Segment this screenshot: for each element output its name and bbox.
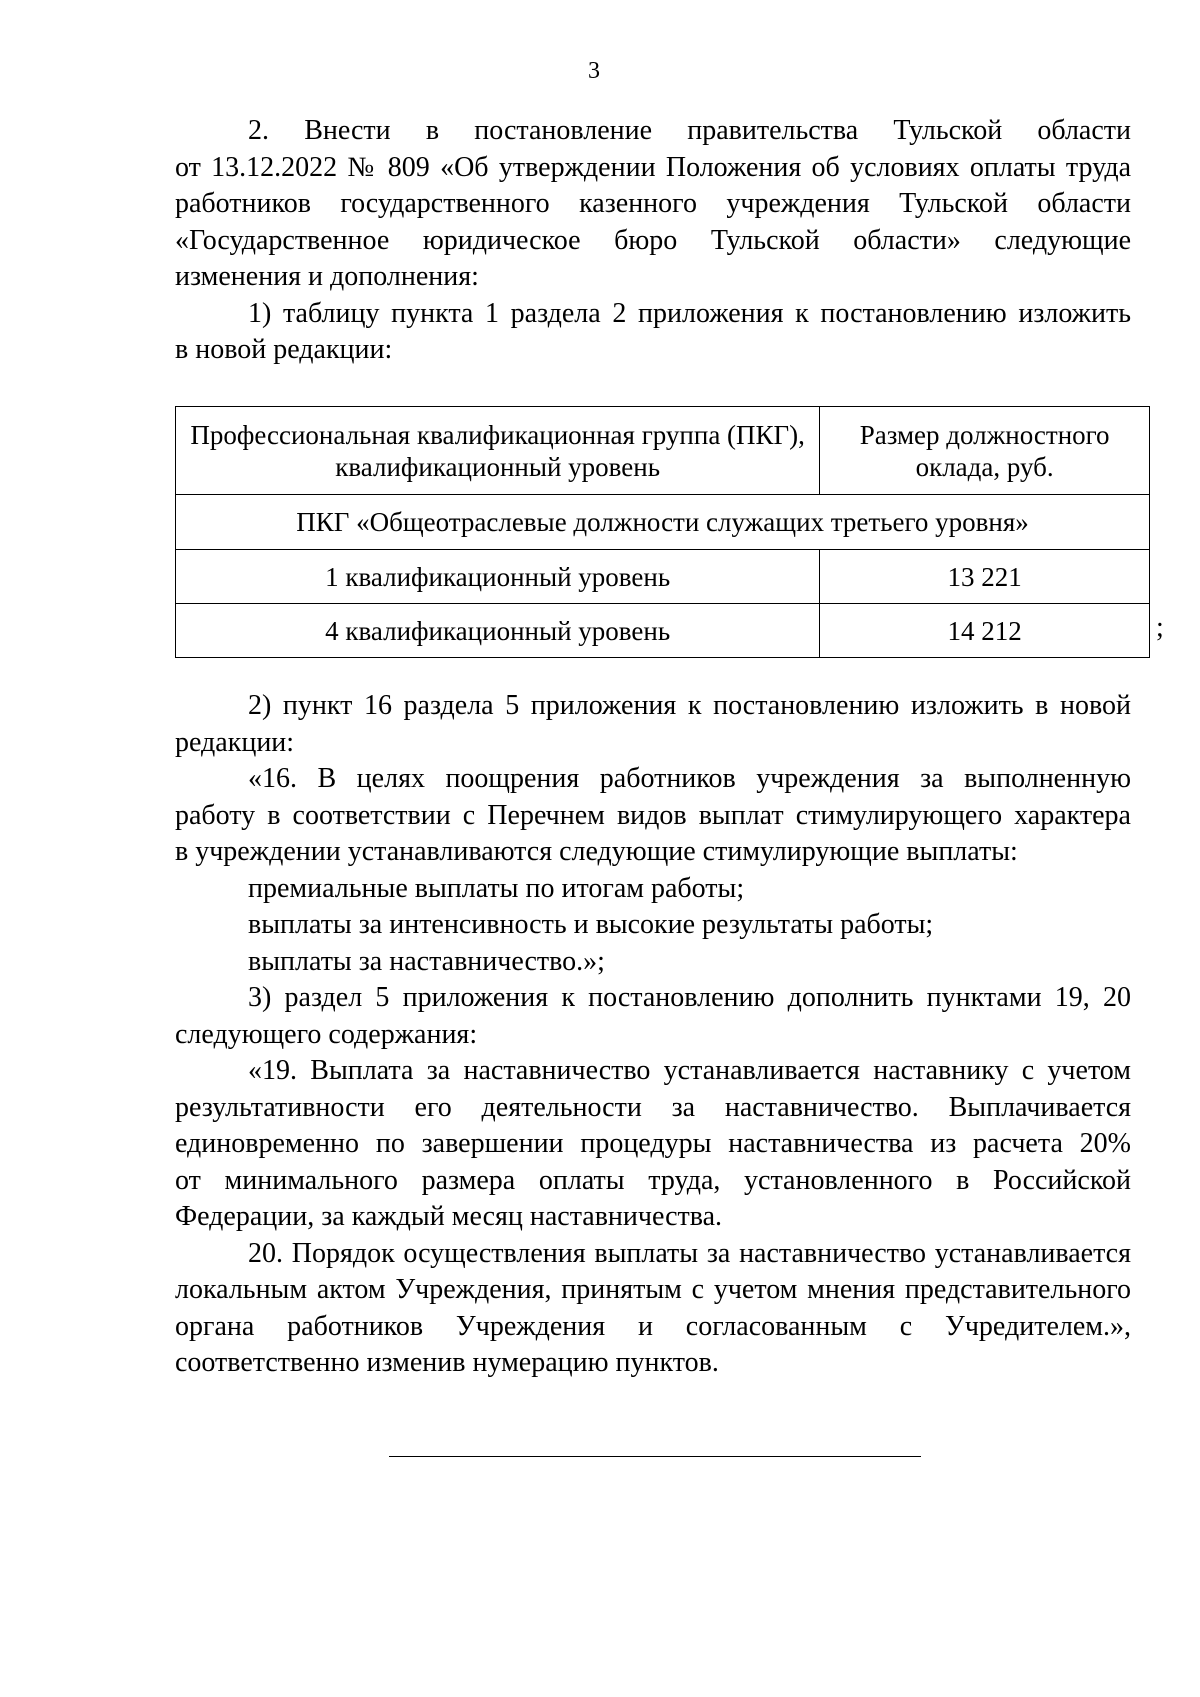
intro-line-3: работников государственного казенного учреждения Тульской области <box>175 188 1131 219</box>
intro-line-2: от 13.12.2022 № 809 «Об утверждении Положения об условиях оплаты труда <box>175 151 1131 183</box>
p16-line-2: работу в соответствии с Перечнем видов выплат стимулирующего характера <box>175 799 1131 831</box>
p20-line-2: локальным актом Учреждения, принятым с учетом мнения представительного <box>175 1274 1131 1305</box>
item3-line-1: 3) раздел 5 приложения к постановлению дополнить пунктами 19, 20 <box>248 982 1131 1013</box>
p20-line-1: 20. Порядок осуществления выплаты за наставничество устанавливается <box>248 1237 1131 1269</box>
item3-line-2: следующего содержания: <box>175 1018 478 1050</box>
salary-table <box>175 406 1150 658</box>
item1-line-1: 1) таблицу пункта 1 раздела 2 приложения к постановлению изложить <box>248 297 1131 329</box>
table-cell-salary: 14 212 <box>820 604 1150 658</box>
item2-line-1: 2) пункт 16 раздела 5 приложения к постановлению изложить в новой <box>248 690 1131 721</box>
list-item: премиальные выплаты по итогам работы; <box>248 872 745 904</box>
list-item: выплаты за наставничество.»; <box>248 945 605 977</box>
p16-line-1: «16. В целях поощрения работников учреждения за выполненную <box>248 763 1131 794</box>
intro-line-5: изменения и дополнения: <box>175 261 479 292</box>
p20-line-4: соответственно изменив нумерацию пунктов. <box>175 1347 719 1378</box>
p19-line-3: единовременно по завершении процедуры наставничества из расчета 20% <box>175 1128 1131 1159</box>
p19-line-2: результативности его деятельности за наставничество. Выплачивается <box>175 1091 1131 1123</box>
table-row <box>176 550 1150 604</box>
table-header-row <box>176 407 1150 495</box>
intro-line-4: «Государственное юридическое бюро Тульской области» следующие <box>175 224 1131 256</box>
table-header-salary: Размер должностного оклада, руб. <box>820 407 1150 495</box>
table-cell-salary: 13 221 <box>820 550 1150 604</box>
p19-line-4: от минимального размера оплаты труда, установленного в Российской <box>175 1164 1131 1196</box>
table-header-group-level: Профессиональная квалификационная группа (ПКГ), квалификационный уровень <box>176 407 820 495</box>
p19-line-5: Федерации, за каждый месяц наставничества. <box>175 1201 723 1232</box>
item1-line-2: в новой редакции: <box>175 334 393 365</box>
item2-line-2: редакции: <box>175 726 295 758</box>
table-group-title: ПКГ «Общеотраслевые должности служащих третьего уровня» <box>176 495 1150 550</box>
list-item: выплаты за интенсивность и высокие результаты работы; <box>248 909 934 940</box>
p20-line-3: органа работников Учреждения и согласованным с Учредителем.», <box>175 1310 1131 1342</box>
page-number: 3 <box>588 58 600 84</box>
p16-line-3: в учреждении устанавливаются следующие стимулирующие выплаты: <box>175 836 1018 867</box>
intro-line-1: 2. Внести в постановление правительства Тульской области <box>248 115 1131 146</box>
table-trailing-semicolon: ; <box>1156 612 1164 643</box>
end-divider <box>389 1456 921 1457</box>
table-row <box>176 604 1150 658</box>
p19-line-1: «19. Выплата за наставничество устанавливается наставнику с учетом <box>248 1055 1131 1086</box>
table-cell-level: 4 квалификационный уровень <box>176 604 820 658</box>
table-group-row <box>176 495 1150 550</box>
table-cell-level: 1 квалификационный уровень <box>176 550 820 604</box>
